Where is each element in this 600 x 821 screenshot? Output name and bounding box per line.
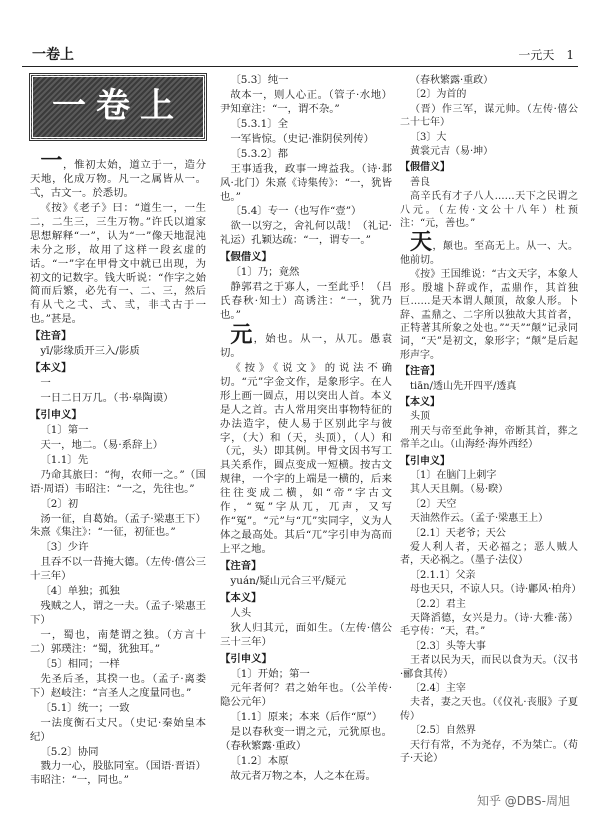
paragraph: 〔1〕第一 (40, 423, 89, 436)
paragraph: 〔2〕初 (40, 497, 79, 510)
headword: 天 (410, 229, 433, 256)
paragraph: 〔3〕大 (410, 131, 447, 143)
paragraph: 狄人归其元，面如生。（左传·僖公三十三年） (220, 621, 392, 648)
paragraph: 〔1.1〕先 (40, 453, 89, 466)
paragraph: 〔5.2〕协同 (40, 745, 99, 758)
paragraph: 天油然作云。（孟子·梁惠王上） (410, 513, 549, 525)
paragraph: 一法度衡石丈尺。（史记·秦始皇本纪） (30, 716, 206, 743)
paragraph: 高辛氏有才子八人……天下之民谓之八元。（左传·文公十八年）杜预注：“元，善也。” (400, 191, 578, 230)
paragraph: 〔5.3.1〕全 (230, 117, 289, 130)
section-heading: 【引申义】 (220, 652, 272, 665)
paragraph: 〔1〕开始；第一 (230, 667, 310, 680)
paragraph: 〔5.3〕纯一 (230, 74, 289, 86)
entry-head (400, 231, 578, 267)
paragraph: 〔2.5〕自然界 (410, 725, 476, 737)
chapter-title: 一卷上 (52, 86, 184, 127)
paragraph: 〔2.1〕天老爷；天公 (410, 527, 506, 539)
paragraph: 静郭君之于寡人，一至此乎！（吕氏春秋·知士）高诱注：“一，犹乃也。” (220, 281, 392, 321)
column-2-body (220, 74, 392, 784)
column-3-body (400, 74, 582, 766)
paragraph: 善良 (410, 176, 430, 188)
column-1-body (30, 150, 206, 788)
paragraph: 〔2.1.1〕父亲 (410, 569, 476, 581)
section-heading: 【本义】 (220, 591, 262, 604)
paragraph: 〔5.1〕统一；一致 (40, 701, 130, 714)
paragraph: 〔2〕为首的 (410, 89, 467, 101)
paragraph: 汤一征，自葛始。（孟子·梁惠王下）朱熹《集注》：“一征，初征也。” (30, 512, 206, 539)
paragraph: yuán/疑山元合三平/疑元 (230, 574, 346, 587)
paragraph: 〔1〕在脑门上刺字 (410, 469, 497, 481)
paragraph: 故元者万物之本，人之本在焉。 (230, 770, 376, 783)
paragraph: 天一，地二。（易·系辞上） (40, 438, 164, 451)
paragraph: 王者以民为天，而民以食为天。（汉书·郦食其传） (400, 655, 578, 680)
chapter-banner (30, 74, 206, 140)
paragraph: 〔2.4〕主宰 (410, 683, 466, 695)
paragraph: 一 (40, 377, 51, 390)
page-header (22, 40, 578, 67)
section-heading: 【注音】 (30, 330, 72, 343)
paragraph: 头顶 (410, 411, 430, 423)
paragraph: 爱人利人者，天必福之；恶人贼人者，天必祸之。（墨子·法仪） (400, 542, 578, 567)
paragraph: 是以春秋变一谓之元，元犹原也。（春秋繁露·重政） (220, 726, 392, 753)
paragraph: 〔3〕少许 (40, 541, 89, 554)
running-head-left: 一卷上 (32, 47, 74, 63)
paragraph: 刑天与帝至此争神，帝断其首，葬之常羊之山。（山海经·海外西经） (400, 425, 578, 451)
paragraph: 〔1.1〕原来；本来（后作“原”） (230, 711, 383, 724)
headword: 元 (230, 321, 254, 348)
section-heading: 【假借义】 (220, 251, 272, 264)
paragraph: 残贼之人，谓之一夫。（孟子·梁惠王下） (30, 600, 206, 627)
paragraph: （晋）作三军，谋元帅。（左传·僖公二十七年） (400, 103, 578, 129)
section-heading: 【引申义】 (30, 408, 82, 421)
section-heading: 【引申义】 (400, 455, 450, 467)
paragraph: 〔4〕单独；孤独 (40, 585, 120, 598)
watermark: 知乎 @DBS-周旭 (476, 794, 570, 808)
paragraph: 〔1.2〕本原 (230, 755, 289, 768)
entry-definition: ，惟初太始，道立于一，造分天地，化成万物。凡一之属皆从一。弌，古文一。於悉切。 (30, 159, 206, 199)
paragraph: 欲一以穷之，舍礼何以哉！（礼记·礼运）孔颖达疏：“一，谓专一。” (220, 220, 392, 247)
entry-head (220, 321, 392, 361)
section-heading: 【注音】 (400, 366, 440, 378)
column-2 (220, 74, 392, 785)
paragraph: yī/影缘质开三入/影质 (40, 345, 140, 358)
paragraph: 〔5〕相同；一样 (40, 657, 120, 670)
paragraph: 先圣后圣，其揆一也。（孟子·离娄下）赵岐注：“言圣人之度量同也。” (30, 672, 206, 699)
paragraph: 母也天只，不谅人只。（诗·鄘风·柏舟） (410, 584, 582, 596)
paragraph: 天降滔德，女兴是力。（诗·大雅·荡）毛亨传：“天，君。” (400, 613, 578, 638)
paragraph: （春秋繁露·重政） (410, 75, 494, 86)
entry-definition: ，颠也。至高无上。从一、大。他前切。 (400, 241, 578, 266)
paragraph: 人头 (230, 606, 252, 619)
paragraph: 《按》《老子》曰：“道生一，一生二，二生三，三生万物。”许氏以道家思想解释“一”，认为“一”像天地混沌未分之形，故用了这样一段玄虚的话。“一”字在甲骨文中就已出现，为初文的记数字。钱大昕说：“作字之始简而后繁，必先有一、二、三，然后有从弋之弌、弍、弎，非弌古于一也。”甚是。 (30, 201, 206, 326)
paragraph: 故本一，则人心正。（管子·水地）尹知章注：“一，谓不杂。” (220, 88, 392, 115)
paragraph: 戮力一心，股肱同室。（国语·晋语）韦昭注：“一，同也。” (30, 760, 206, 787)
paragraph: 〔5.3.2〕都 (230, 147, 289, 160)
paragraph: 〔2.2〕君主 (410, 598, 466, 610)
paragraph: tiān/透山先开四平/透真 (410, 380, 517, 392)
paragraph: 一，蜀也，南楚谓之独。（方言十二）郭璞注：“蜀，犹独耳。” (30, 629, 206, 655)
paragraph: 元年者何？君之始年也。（公羊传·隐公元年） (220, 682, 392, 709)
section-heading: 【注音】 (220, 559, 262, 572)
column-1 (30, 74, 206, 789)
column-3 (400, 74, 582, 767)
paragraph: 黄裳元吉（易·坤） (410, 146, 494, 158)
running-head-right: 一元天 1 (518, 48, 574, 62)
paragraph: 〔2〕天空 (410, 498, 457, 510)
paragraph: 〔2.3〕头等大事 (410, 640, 486, 652)
paragraph: 其人天且劓。（易·睽） (410, 484, 509, 496)
section-heading: 【假借义】 (400, 162, 450, 174)
paragraph: 天行有常，不为尧存，不为桀亡。（荀子·天论） (400, 739, 578, 765)
paragraph: 〔5.4〕专一（也写作“壹”） (230, 205, 362, 218)
section-heading: 【本义】 (30, 362, 72, 375)
section-heading: 【本义】 (400, 396, 440, 408)
paragraph: 〔1〕乃；竟然 (230, 266, 300, 279)
paragraph: 一军皆惊。（史记·淮阴侯列传） (230, 132, 374, 145)
paragraph: 且吞不以一昔掩大德。（左传·僖公三十三年） (30, 556, 206, 583)
paragraph: 《按》王国维说：“古文天字，本象人形。殷墟卜辞或作，盂鼎作，其首独巨……是天本谓人颠顶，故象人形。卜辞、盂鼎之、二字所以独故大其首者，正特著其所象之处也。”“天”“颠”记录同词，“天”是初文，象形字；“颠”是后起形声字。 (400, 269, 578, 361)
paragraph: 一日二日万几。（书·皋陶谟） (40, 392, 174, 404)
paragraph: 《按》《说文》的说法不确切。“元”字金文作，是象形字。在人形上画一圆点，用以突出人首。本义是人之首。古人常用突出事物特征的办法造字，使人易于区别此字与彼字，（大）和（天，头顶），（人）和（元，头）即其例。甲骨文因书写工具关系作，圆点变成一短横。按古文规律，一个字的上端是一横的，后来往往变成二横，如“帝”字古文作，“冤”字从兀，兀声，又写作“冤”。“元”与“兀”实同字，义为人体之最高处。其后“兀”字引申为高而上平之地。 (220, 361, 392, 555)
paragraph: 乃命其旅曰：“徇，农师一之。”（国语·周语）韦昭注：“一之，先往也。” (30, 468, 206, 495)
entry-head (30, 150, 206, 201)
entry-definition: ，始也。从一，从兀。愚袁切。 (220, 332, 392, 359)
headword: 一 (40, 148, 64, 174)
paragraph: 夫者，妻之天也。（《仪礼·丧服》子夏传） (400, 697, 578, 722)
paragraph: 王事适我，政事一埤益我。（诗·邶风·北门）朱熹《诗集传》：“一，犹皆也。” (220, 162, 392, 203)
